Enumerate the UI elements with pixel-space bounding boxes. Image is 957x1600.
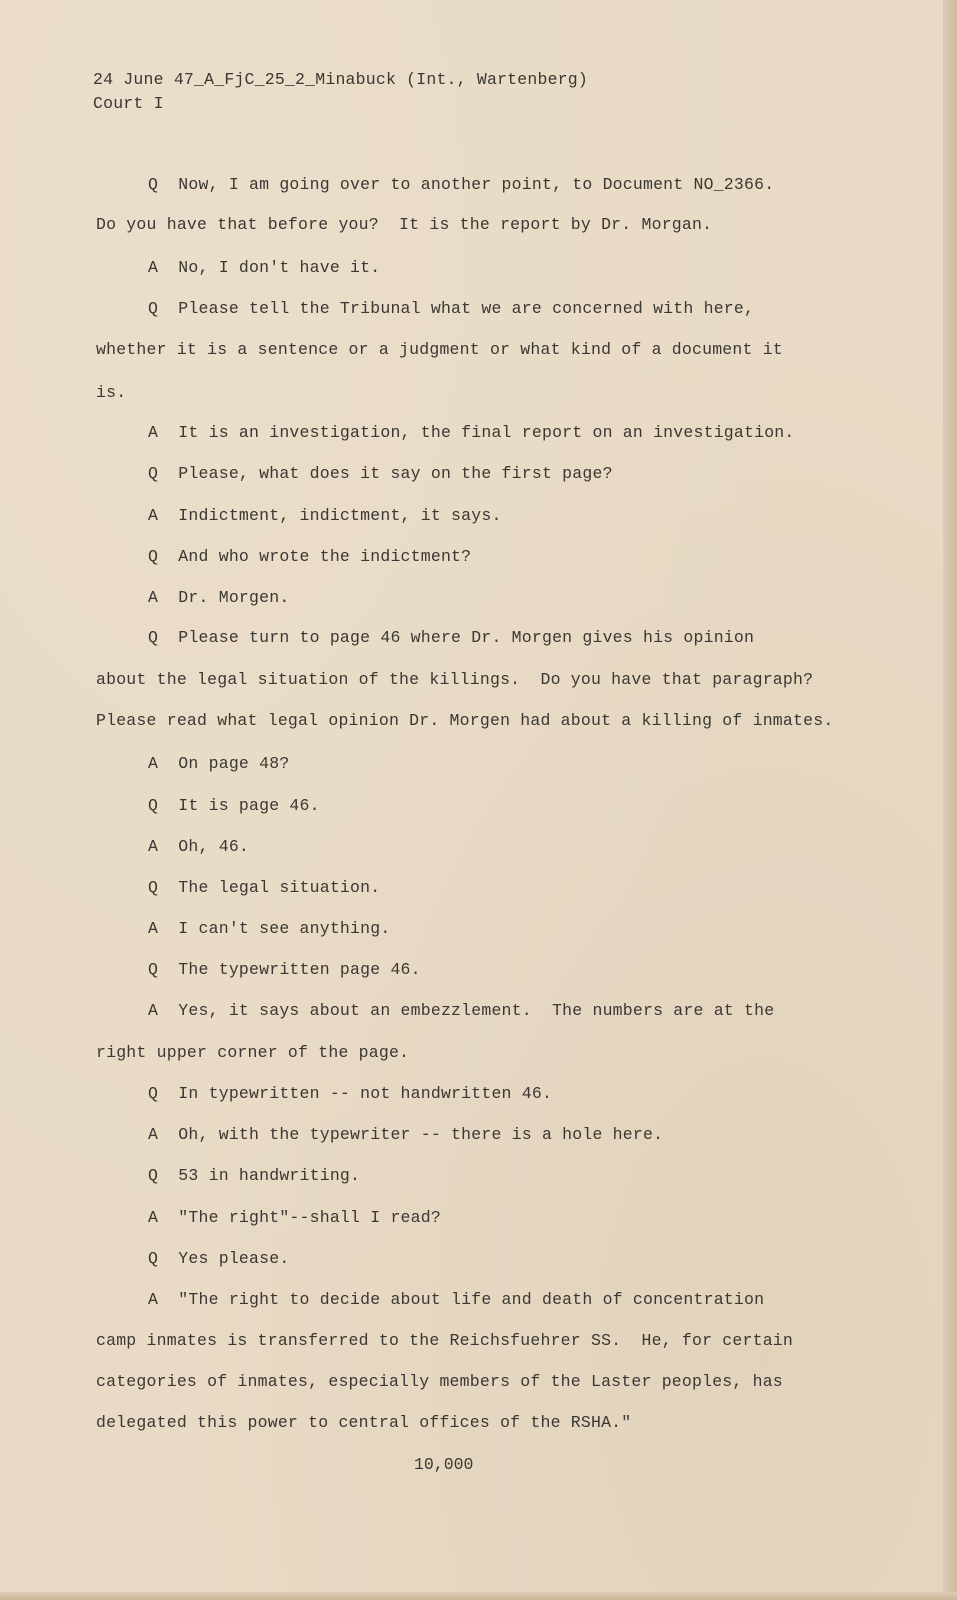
paper-edge-bottom (0, 1592, 957, 1600)
transcript-line: A It is an investigation, the final report on an investigation. (148, 423, 795, 442)
transcript-line: Q Please, what does it say on the first page? (148, 464, 613, 483)
transcript-line: A I can't see anything. (148, 919, 391, 938)
transcript-line: A Dr. Morgen. (148, 588, 290, 607)
transcript-line: A "The right"--shall I read? (148, 1208, 441, 1227)
transcript-line: Q Please turn to page 46 where Dr. Morgen gives his opinion (148, 628, 755, 647)
page-number: 10,000 (414, 1455, 474, 1474)
transcript-line: about the legal situation of the killings. Do you have that paragraph? (96, 670, 814, 689)
transcript-line: Q And who wrote the indictment? (148, 547, 472, 566)
transcript-line: Q Please tell the Tribunal what we are concerned with here, (148, 299, 755, 318)
header-line: 24 June 47_A_FjC_25_2_Minabuck (Int., Wartenberg) (93, 70, 588, 89)
paper-edge-right (943, 0, 957, 1600)
transcript-line: Q In typewritten -- not handwritten 46. (148, 1084, 553, 1103)
transcript-line: Q It is page 46. (148, 796, 320, 815)
transcript-line: A Indictment, indictment, it says. (148, 506, 502, 525)
transcript-line: delegated this power to central offices of the RSHA." (96, 1413, 632, 1432)
transcript-line: A "The right to decide about life and death of concentration (148, 1290, 765, 1309)
transcript-line: Do you have that before you? It is the report by Dr. Morgan. (96, 215, 713, 234)
transcript-line: A Oh, 46. (148, 837, 250, 856)
transcript-line: Q Now, I am going over to another point, to Document NO_2366. (148, 175, 775, 194)
transcript-line: right upper corner of the page. (96, 1043, 410, 1062)
transcript-line: A On page 48? (148, 754, 290, 773)
transcript-line: Q The legal situation. (148, 878, 381, 897)
transcript-line: whether it is a sentence or a judgment or what kind of a document it (96, 340, 783, 359)
transcript-line: Q 53 in handwriting. (148, 1166, 361, 1185)
court-label: Court I (93, 94, 164, 113)
transcript-line: Q Yes please. (148, 1249, 290, 1268)
transcript-line: is. (96, 383, 127, 402)
transcript-line: A Oh, with the typewriter -- there is a hole here. (148, 1125, 664, 1144)
transcript-line: Q The typewritten page 46. (148, 960, 421, 979)
transcript-line: camp inmates is transferred to the Reichsfuehrer SS. He, for certain (96, 1331, 794, 1350)
transcript-line: categories of inmates, especially members of the Laster peoples, has (96, 1372, 783, 1391)
transcript-line: A Yes, it says about an embezzlement. The numbers are at the (148, 1001, 775, 1020)
transcript-line: A No, I don't have it. (148, 258, 381, 277)
transcript-line: Please read what legal opinion Dr. Morgen had about a killing of inmates. (96, 711, 834, 730)
